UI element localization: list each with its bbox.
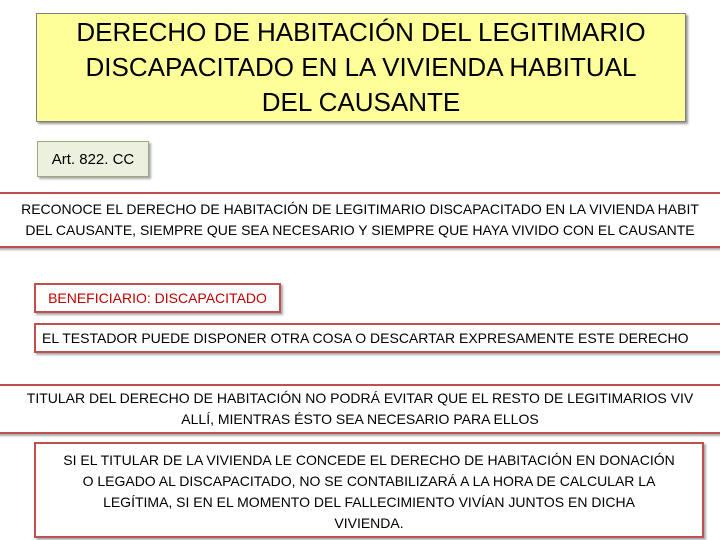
limit-line-2: ALLÍ, MIENTRAS ÉSTO SEA NECESARIO PARA ELLOS	[181, 411, 539, 427]
limit-line-1: TITULAR DEL DERECHO DE HABITACIÓN NO PODRÁ EVITAR QUE EL RESTO DE LEGITIMARIOS VIV	[26, 390, 694, 406]
title-line-2: DISCAPACITADO EN LA VIVIENDA HABITUAL	[85, 52, 637, 82]
testator-box	[34, 323, 720, 353]
donation-line-3: LEGÍTIMA, SI EN EL MOMENTO DEL FALLECIMIENTO VIVÍAN JUNTOS EN DICHA	[103, 494, 635, 510]
article-reference	[37, 141, 149, 177]
slide-title	[36, 13, 686, 122]
recognition-box	[0, 192, 720, 248]
donation-line-1: SI EL TITULAR DE LA VIVIENDA LE CONCEDE EL DERECHO DE HABITACIÓN EN DONACIÓN	[63, 452, 675, 468]
title-line-1: DERECHO DE HABITACIÓN DEL LEGITIMARIO	[76, 17, 646, 47]
recognition-line-2: DEL CAUSANTE, SIEMPRE QUE SEA NECESARIO Y SIEMPRE QUE HAYA VIVIDO CON EL CAUSANTE	[25, 222, 695, 238]
recognition-line-1: RECONOCE EL DERECHO DE HABITACIÓN DE LEGITIMARIO DISCAPACITADO EN LA VIVIENDA HABIT	[21, 201, 699, 217]
donation-line-4: VIVIENDA.	[334, 515, 404, 531]
title-line-3: DEL CAUSANTE	[261, 87, 461, 117]
beneficiary-label: BENEFICIARIO: DISCAPACITADO	[48, 290, 267, 306]
testator-text: EL TESTADOR PUEDE DISPONER OTRA COSA O DESCARTAR EXPRESAMENTE ESTE DERECHO	[42, 330, 689, 346]
article-label: Art. 822. CC	[51, 150, 135, 168]
donation-box	[34, 442, 704, 538]
beneficiary-box	[34, 283, 281, 313]
donation-line-2: O LEGADO AL DISCAPACITADO, NO SE CONTABILIZARÁ A LA HORA DE CALCULAR LA	[82, 473, 656, 489]
limit-box	[0, 384, 720, 434]
